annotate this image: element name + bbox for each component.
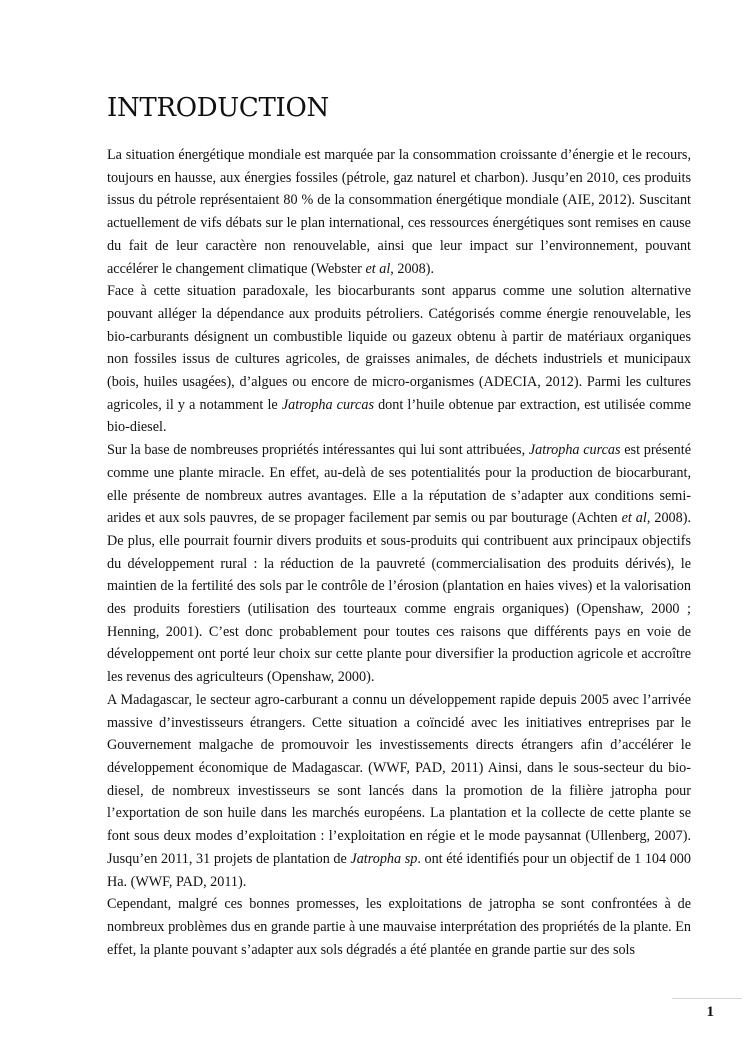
italic-text: Jatropha curcas (528, 442, 621, 459)
paragraph (107, 144, 691, 280)
text-run: 2008). De plus, elle pourrait fournir divers produits et sous-produits qui contribuent aux principaux objectifs du développement rural : la réduction de la pauvreté (commercialisation des produits dérivés), le maintien de la fertilité des sols par le contrôle de l’érosion (plantation en haies vives) et la valorisation des produits forestiers (utilisation des tourteaux comme engrais organiques) (Openshaw, 2000 ; Henning, 2001). C’est donc probablement pour toutes ces raisons que différents pays en voie de développement ont porté leur choix sur cette plante pour diversifier la production agricole et accroître les revenus des agriculteurs (Openshaw, 2000). (107, 510, 691, 686)
paragraph (107, 439, 691, 689)
page-title: INTRODUCTION (107, 93, 329, 123)
footer-divider (672, 998, 742, 999)
text-run: dont l’huile obtenue par extraction, est utilisée comme bio-diesel. (107, 396, 691, 436)
italic-text: Jatropha curcas (281, 396, 374, 413)
italic-text: et al, (621, 510, 651, 527)
body-text (107, 144, 691, 961)
paragraph (107, 280, 691, 439)
text-run: La situation énergétique mondiale est marquée par la consommation croissante d’énergie et le recours, toujours en hausse, aux énergies fossiles (pétrole, gaz naturel et charbon). Jusqu’en 2010, ces produits issus du pétrole représentaient 80 % de la consommation énergétique mondiale (AIE, 2012). Suscitant actuellement de vifs débats sur le plan international, ces ressources énergétiques sont remises en cause du fait de leur caractère non renouvelable, ainsi que leur impact sur l’environnement, pouvant accélérer le changement climatique (Webster (107, 147, 691, 277)
italic-text: Jatropha sp (350, 850, 418, 867)
page-number: 1 (706, 1004, 714, 1020)
paragraph (107, 689, 691, 893)
text-run: , 2008). (390, 260, 435, 277)
text-run: Sur la base de nombreuses propriétés intéressantes qui lui sont attribuées, (107, 442, 529, 459)
text-run: Face à cette situation paradoxale, les biocarburants sont apparus comme une solution alternative pouvant alléger la dépendance aux produits pétroliers. Catégorisés comme énergie renouvelable, les bio-carburants désignent un combustible liquide ou gazeux obtenu à partir de matériaux organiques non fossiles issus de cultures agricoles, de graisses animales, de déchets industriels et municipaux (bois, huiles usagées), d’algues ou encore de micro-organismes (ADECIA, 2012). Parmi les cultures agricoles, il y a notamment le (107, 283, 691, 413)
text-run: A Madagascar, le secteur agro-carburant a connu un développement rapide depuis 2005 avec l’arrivée massive d’investisseurs étrangers. Cette situation a coïncidé avec les initiatives entreprises par le Gouvernement malgache de promouvoir les investissements directs étrangers afin d’accélérer le développement économique de Madagascar. (WWF, PAD, 2011) Ainsi, dans le sous-secteur du bio-diesel, de nombreux investisseurs se sont lancés dans la promotion de la filière jatropha pour l’exportation de son huile dans les marchés européens. La plantation et la collecte de cette plante se font sous deux modes d’exploitation : l’exploitation en régie et le mode paysannat (Ullenberg, 2007). Jusqu’en 2011, 31 projets de plantation de (107, 691, 691, 867)
paragraph (107, 893, 691, 961)
text-run: est présenté comme une plante miracle. En effet, au-delà de ses potentialités pour la production de biocarburant, elle présente de nombreux autres avantages. Elle a la réputation de s’adapter aux conditions semi-arides et aux sols pauvres, de se propager facilement par semis ou par bouturage (Achten (107, 442, 691, 527)
text-run: Cependant, malgré ces bonnes promesses, les exploitations de jatropha se sont confrontées à de nombreux problèmes dus en grande partie à une mauvaise interprétation des propriétés de la plante. En effet, la plante pouvant s’adapter aux sols dégradés a été plantée en grande partie sur des sols (107, 896, 691, 958)
italic-text: et al (365, 260, 391, 277)
text-run: . ont été identifiés pour un objectif de 1 104 000 Ha. (WWF, PAD, 2011). (107, 850, 691, 890)
